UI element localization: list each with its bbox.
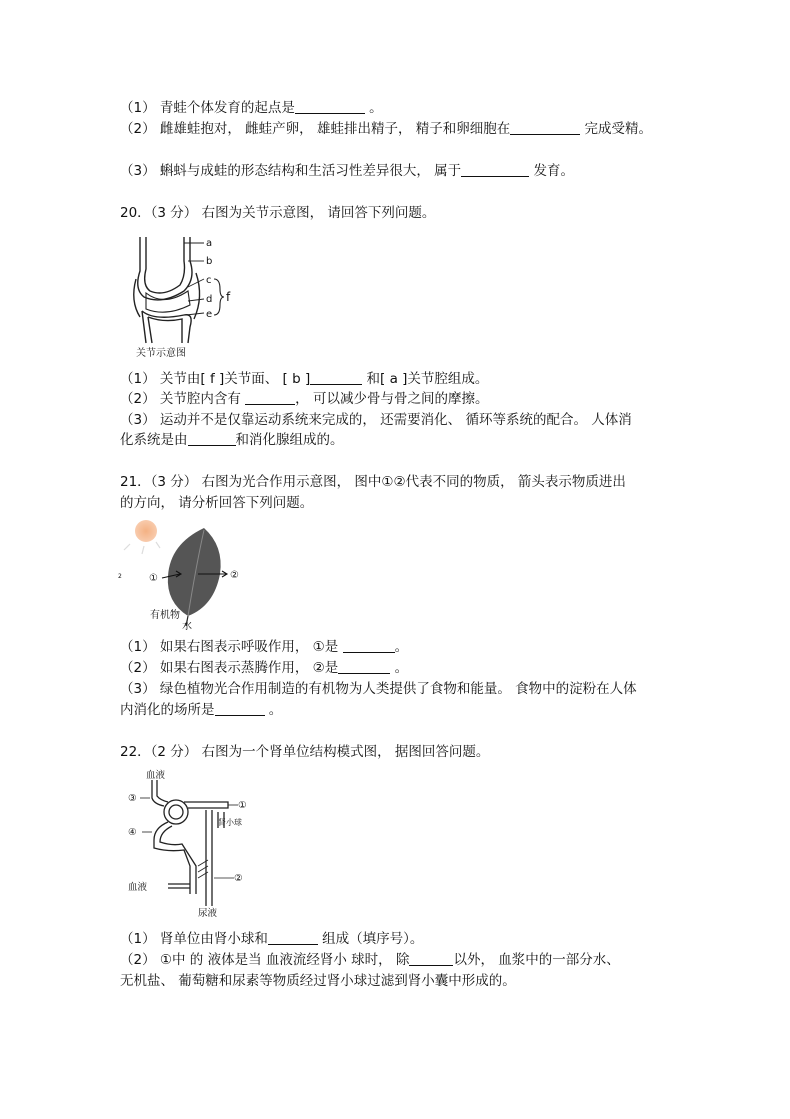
nephron-marker-4: ④ <box>128 827 137 838</box>
q20-part2-end: ， 可以减少骨与骨之间的摩擦。 <box>295 391 489 407</box>
q19-part3-end: 发育。 <box>529 163 574 179</box>
q22-part2-text: （2） ①中 的 液体是当 血液流经肾小 球时， 除 <box>120 952 410 968</box>
nephron-blood-out-label: 血液 <box>128 882 148 893</box>
photosynthesis-side-mark: 2 <box>118 573 122 580</box>
q21-part1 <box>120 638 408 656</box>
q22-part1-end: 组成（填序号）。 <box>317 931 424 947</box>
nephron-urine-label: 尿液 <box>198 908 218 918</box>
q22-part2 <box>120 951 620 969</box>
q21-part1-text: （1） 如果右图表示呼吸作用， ①是 <box>120 639 343 655</box>
joint-caption: 关节示意图 <box>136 348 186 359</box>
q21-part3-cont <box>120 701 282 719</box>
q20-part2-text: （2） 关节腔内含有 <box>120 391 246 407</box>
joint-label-e: e <box>206 309 213 320</box>
photosynthesis-marker-2: ② <box>230 570 239 581</box>
answer-blank[interactable] <box>188 431 236 446</box>
q19-part1-text: （1） 青蛙个体发育的起点是 <box>120 100 295 116</box>
q21-part2-end: 。 <box>390 660 409 676</box>
answer-blank[interactable] <box>461 162 529 177</box>
q22-part1 <box>120 930 423 948</box>
q22-title: 22．（2 分） 右图为一个肾单位结构模式图， 据图回答问题。 <box>120 744 490 760</box>
q22-part2-end: 以外， 血浆中的一部分水、 <box>453 952 620 968</box>
q20-part1-end: 和[ a ]关节腔组成。 <box>362 371 489 387</box>
q20-part3-cont-text: 化系统是由 <box>120 432 188 448</box>
joint-label-c: c <box>206 275 212 286</box>
q21-title-cont: 的方向， 请分析回答下列问题。 <box>120 495 314 511</box>
joint-label-f: f <box>226 290 231 304</box>
q20-part2 <box>120 390 488 408</box>
q20-title: 20．（3 分） 右图为关节示意图， 请回答下列问题。 <box>120 205 436 221</box>
q19-part1 <box>120 99 383 117</box>
answer-blank[interactable] <box>338 659 390 674</box>
photosynthesis-organic-label: 有机物 <box>150 610 180 621</box>
q20-part3-cont-end: 和消化腺组成的。 <box>235 432 344 448</box>
joint-label-d: d <box>206 294 213 305</box>
joint-label-a: a <box>206 238 213 249</box>
nephron-marker-1: ① <box>238 800 247 811</box>
q21-part3-cont-end: 。 <box>264 702 283 718</box>
q21-part1-end: 。 <box>394 639 409 655</box>
q21-title: 21．（3 分） 右图为光合作用示意图， 图中①②代表不同的物质， 箭头表示物质进出 <box>120 474 626 490</box>
q22-part2-cont: 无机盐、 葡萄糖和尿素等物质经过肾小球过滤到肾小囊中形成的。 <box>120 973 516 989</box>
answer-blank[interactable] <box>268 930 318 945</box>
answer-blank[interactable] <box>295 99 365 114</box>
answer-blank[interactable] <box>510 120 580 135</box>
answer-blank[interactable] <box>245 390 295 405</box>
photosynthesis-marker-1: ① <box>149 573 158 584</box>
answer-blank[interactable] <box>215 701 265 716</box>
q19-part1-end: 。 <box>364 100 383 116</box>
q20-part1-text: （1） 关节由[ f ]关节面、 [ b ] <box>120 371 311 387</box>
q19-part2-text: （2） 雌雄蛙抱对， 雌蛙产卵， 雄蛙排出精子， 精子和卵细胞在 <box>120 121 511 137</box>
q22-part1-text: （1） 肾单位由肾小球和 <box>120 931 268 947</box>
answer-blank[interactable] <box>310 370 362 385</box>
q19-part2 <box>120 120 652 138</box>
photosynthesis-water-label: 水 <box>182 621 192 632</box>
joint-label-b: b <box>206 256 213 267</box>
answer-blank[interactable] <box>343 638 395 653</box>
q19-part2-end: 完成受精。 <box>580 121 653 137</box>
q21-part3-cont-text: 内消化的场所是 <box>120 702 215 718</box>
nephron-glomerulus-label: 肾小球 <box>218 818 242 827</box>
q21-part3: （3） 绿色植物光合作用制造的有机物为人类提供了食物和能量。 食物中的淀粉在人体 <box>120 681 637 697</box>
sun-icon <box>135 520 157 542</box>
q21-part2 <box>120 659 408 677</box>
q20-part3-cont <box>120 431 344 449</box>
nephron-diagram <box>124 768 254 918</box>
nephron-marker-3: ③ <box>128 793 137 804</box>
q21-part2-text: （2） 如果右图表示蒸腾作用， ②是 <box>120 660 339 676</box>
leaf-icon <box>168 528 221 616</box>
answer-blank[interactable] <box>409 951 453 966</box>
q20-part3: （3） 运动并不是仅靠运动系统来完成的， 还需要消化、 循环等系统的配合。 人体消 <box>120 412 632 428</box>
nephron-marker-2: ② <box>234 873 243 884</box>
q19-part3-text: （3） 蝌蚪与成蛙的形态结构和生活习性差异很大， 属于 <box>120 163 462 179</box>
q19-part3 <box>120 162 574 180</box>
nephron-blood-in-label: 血液 <box>146 770 166 781</box>
q20-part1 <box>120 370 488 388</box>
joint-diagram <box>124 231 244 361</box>
photosynthesis-diagram <box>116 516 256 632</box>
